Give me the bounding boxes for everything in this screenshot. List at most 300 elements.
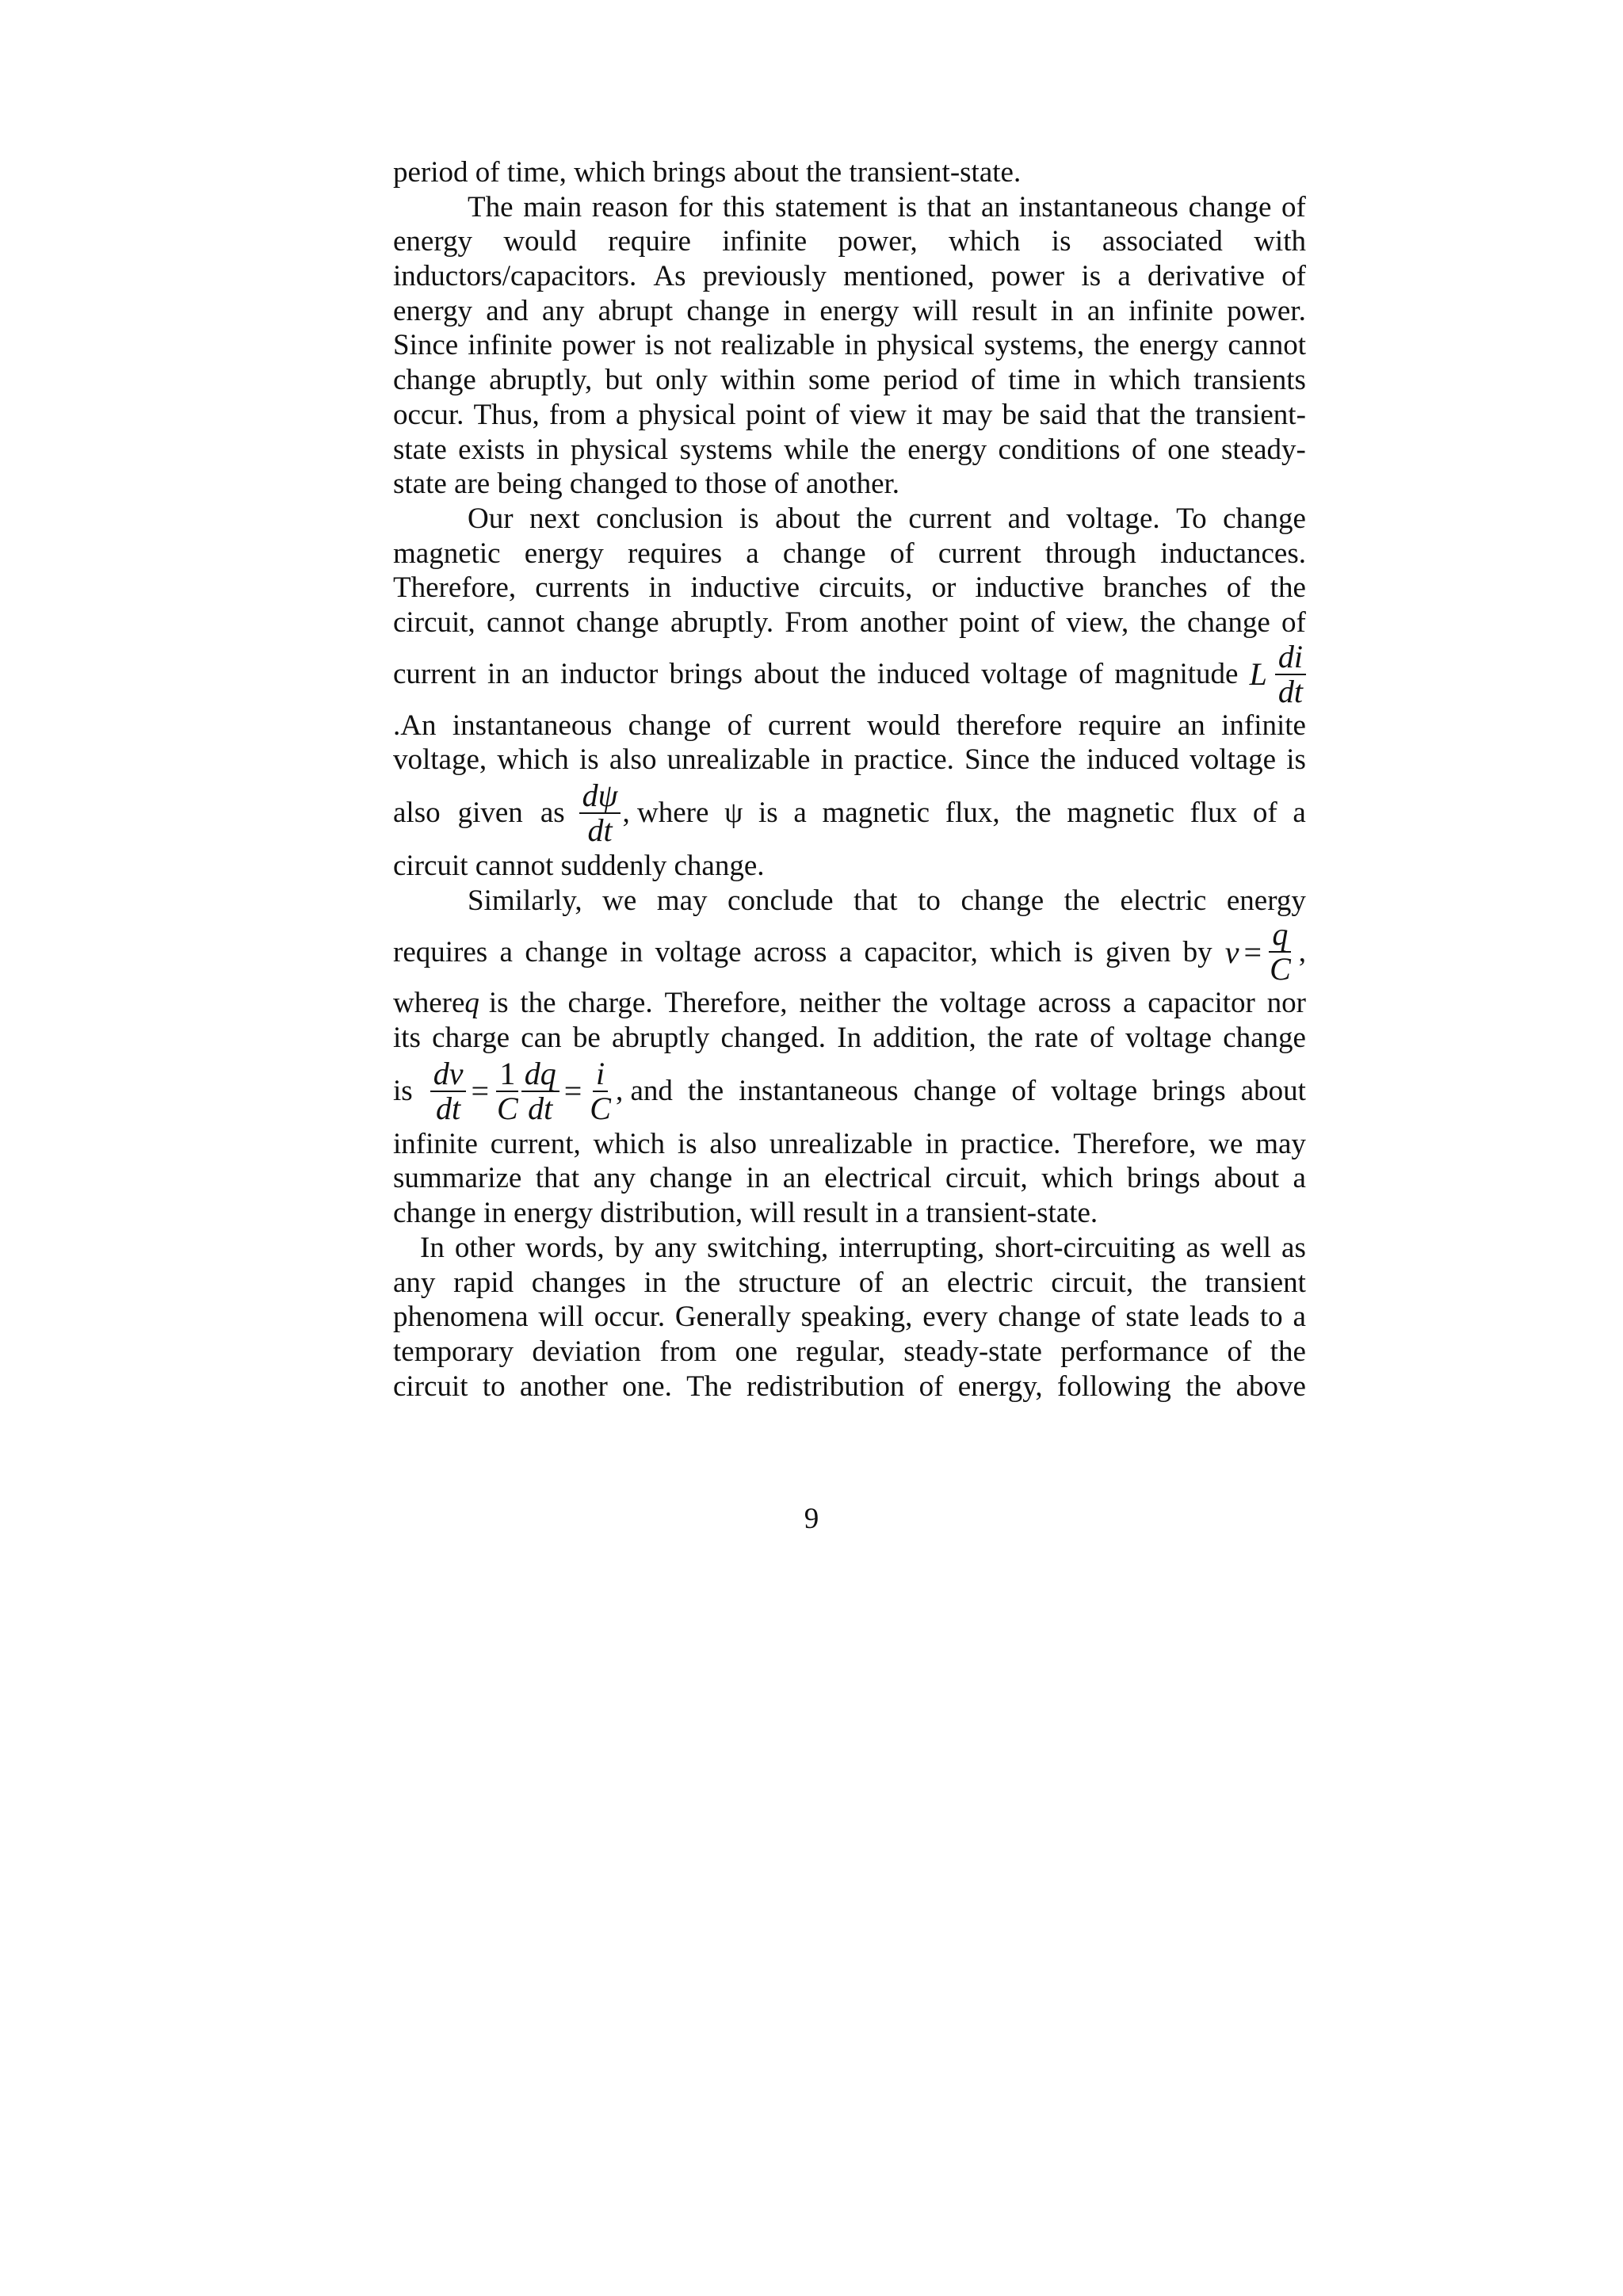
- word: Thus,: [473, 398, 540, 431]
- word: Since: [964, 743, 1030, 777]
- word: in: [783, 294, 807, 327]
- word: by: [1182, 935, 1212, 968]
- text-line: [393, 1196, 1306, 1231]
- text-line: [393, 259, 1306, 294]
- word: performance: [1060, 1335, 1209, 1368]
- word: power: [562, 329, 636, 362]
- word: the: [1064, 884, 1100, 917]
- word: from: [548, 398, 606, 431]
- word: any: [593, 1162, 636, 1195]
- text-line: [393, 294, 1306, 329]
- text-line: [393, 363, 1306, 398]
- text-line: [393, 606, 1306, 640]
- word: rate: [1034, 1022, 1079, 1055]
- word: of: [889, 537, 915, 570]
- word: requires: [393, 935, 488, 968]
- word: electrical: [824, 1162, 932, 1195]
- word: in: [844, 329, 868, 362]
- line-word: [393, 986, 464, 1021]
- word: require: [1078, 709, 1162, 742]
- text-line: [393, 328, 1306, 363]
- fraction-numerator: di: [1275, 640, 1306, 675]
- word: abruptly: [612, 1022, 710, 1055]
- word: and: [486, 294, 529, 327]
- word: an: [1086, 294, 1115, 327]
- word: steady-: [1221, 433, 1306, 466]
- word: energy: [524, 537, 604, 570]
- word: the: [1015, 797, 1052, 830]
- word: change: [913, 1074, 997, 1107]
- word: to: [918, 884, 941, 917]
- word: is: [579, 743, 599, 777]
- word: electric: [946, 1266, 1033, 1299]
- word: an: [901, 1266, 930, 1299]
- word: one.: [622, 1370, 672, 1403]
- word: the: [1140, 606, 1176, 639]
- word: steady-state: [903, 1335, 1042, 1368]
- word: may: [656, 884, 708, 917]
- word: the: [687, 1074, 724, 1107]
- word: may: [941, 398, 993, 431]
- equals-sign: =: [471, 1072, 490, 1109]
- document-page: [393, 155, 1306, 1404]
- word: also: [609, 743, 657, 777]
- word: current: [908, 502, 992, 535]
- word: of: [1226, 571, 1251, 605]
- di-dt-fraction: [1275, 640, 1306, 709]
- word: main: [523, 190, 582, 223]
- word: will: [912, 294, 959, 327]
- word: capacitor: [1148, 987, 1255, 1020]
- word: which: [949, 225, 1021, 258]
- inductor-voltage-formula: [1250, 640, 1306, 709]
- word: nor: [1266, 987, 1306, 1020]
- word: not: [674, 329, 712, 362]
- word: statement: [775, 190, 888, 223]
- word: we: [602, 884, 637, 917]
- word: ψ: [724, 797, 743, 830]
- word: change: [575, 606, 659, 639]
- word: flux,: [945, 797, 1000, 830]
- word: another: [519, 1370, 608, 1403]
- one-over-c-fraction: [494, 1057, 521, 1125]
- word: would: [867, 709, 941, 742]
- text-line-with-charge-symbol: [393, 986, 1306, 1021]
- word: systems,: [983, 329, 1085, 362]
- word: current: [393, 657, 476, 690]
- word: that: [854, 884, 898, 917]
- text-line-with-flux-formula: [393, 777, 1306, 849]
- text-line: [393, 709, 1306, 743]
- word: next: [529, 502, 580, 535]
- word: circuit,: [393, 606, 475, 639]
- word: brings: [1152, 1074, 1226, 1107]
- word: an: [521, 657, 549, 690]
- word: Our: [468, 502, 514, 535]
- word: therefore: [956, 709, 1063, 742]
- word: From: [785, 606, 849, 639]
- fraction-denominator: dt: [528, 1090, 553, 1126]
- word: branches: [1103, 571, 1208, 605]
- text-line: [393, 884, 1306, 919]
- word: a: [1122, 987, 1136, 1020]
- word: the: [1151, 1266, 1187, 1299]
- word: require: [608, 225, 691, 258]
- word: above: [1235, 1370, 1306, 1403]
- word: view: [849, 398, 907, 431]
- word: physical: [876, 329, 975, 362]
- line-words: [622, 796, 1306, 831]
- word: we: [1209, 1127, 1243, 1160]
- word: is: [644, 329, 665, 362]
- word: the: [987, 1022, 1024, 1055]
- word: rapid: [453, 1266, 514, 1299]
- word: physical: [638, 398, 736, 431]
- word: brings: [1127, 1162, 1201, 1195]
- word: for: [678, 190, 713, 223]
- word: conclusion: [596, 502, 724, 535]
- word: the: [1040, 743, 1076, 777]
- word: the: [860, 433, 896, 466]
- word: which: [1109, 364, 1181, 397]
- word: voltage,: [393, 743, 487, 777]
- voltage-rate-formula: [430, 1057, 614, 1125]
- word: a: [615, 398, 629, 431]
- word: reason: [591, 190, 669, 223]
- fraction-numerator: dψ: [579, 779, 621, 814]
- word: voltage: [939, 987, 1026, 1020]
- word: as: [540, 797, 565, 830]
- word: a: [499, 935, 513, 968]
- word: also: [393, 797, 441, 830]
- text-line: [393, 190, 1306, 225]
- word: circuits,: [819, 571, 913, 605]
- word: Therefore,: [393, 571, 517, 605]
- word: power: [991, 260, 1065, 293]
- word: structure: [738, 1266, 842, 1299]
- word: instantaneous: [739, 1074, 899, 1107]
- word: only: [655, 364, 708, 397]
- word: about: [775, 502, 841, 535]
- word: state are being changed to those of another.: [393, 468, 900, 501]
- word: abruptly,: [489, 364, 593, 397]
- word: Similarly,: [468, 884, 582, 917]
- fraction-numerator: i: [593, 1057, 608, 1092]
- word: will: [538, 1301, 584, 1334]
- word: of: [815, 398, 840, 431]
- q-over-c-fraction: [1266, 918, 1294, 986]
- word: change: [393, 364, 476, 397]
- word: current,: [490, 1127, 581, 1160]
- word: occur.: [594, 1301, 666, 1334]
- inductance-symbol: L: [1249, 655, 1267, 692]
- word: magnetic: [393, 537, 501, 570]
- word: short-circuiting: [995, 1231, 1176, 1264]
- word: about: [1240, 1074, 1306, 1107]
- word: is: [1051, 225, 1071, 258]
- word: , where: [622, 797, 709, 830]
- word: physical: [570, 433, 669, 466]
- word: of: [858, 1266, 884, 1299]
- word: while: [784, 433, 850, 466]
- word: To: [1176, 502, 1207, 535]
- word: which: [1041, 1162, 1113, 1195]
- word: point: [745, 398, 806, 431]
- word: the: [1149, 398, 1186, 431]
- word: leads: [1190, 1301, 1251, 1334]
- word: charge.: [567, 987, 653, 1020]
- word: as: [1186, 1231, 1211, 1264]
- word: point: [959, 606, 1020, 639]
- word: .An: [393, 709, 437, 742]
- word: voltage.: [1066, 502, 1160, 535]
- word: following: [1056, 1370, 1171, 1403]
- fraction-denominator: dt: [1277, 673, 1303, 709]
- word: circuit cannot suddenly change.: [393, 850, 765, 882]
- text-line: [393, 1266, 1306, 1301]
- word: unrealizable: [666, 743, 811, 777]
- text-line: [393, 1231, 1306, 1266]
- page-number: 9: [804, 1503, 819, 1535]
- word: The: [686, 1370, 732, 1403]
- word: cannot: [1228, 329, 1306, 362]
- word: In: [837, 1022, 862, 1055]
- equals-sign: =: [563, 1072, 582, 1109]
- word: in: [1073, 364, 1097, 397]
- word: of: [1252, 797, 1277, 830]
- word: given: [1106, 935, 1171, 968]
- word: of: [1030, 606, 1056, 639]
- word: where: [393, 987, 465, 1020]
- word: energy: [393, 294, 472, 327]
- word: voltage: [655, 935, 742, 968]
- word: change: [686, 294, 770, 327]
- fraction-numerator: 1: [496, 1057, 518, 1092]
- word: current: [938, 537, 1022, 570]
- word: in: [620, 935, 643, 968]
- word: a: [1293, 1162, 1306, 1195]
- word: regular,: [796, 1335, 885, 1368]
- text-line: [393, 849, 1306, 884]
- word: is: [488, 987, 509, 1020]
- word: magnitude: [1114, 657, 1239, 690]
- word: the: [1094, 329, 1130, 362]
- word: energy: [393, 225, 472, 258]
- word: practice.: [854, 743, 954, 777]
- word: other: [454, 1231, 515, 1264]
- word: abruptly.: [670, 606, 774, 639]
- word: a: [1117, 260, 1131, 293]
- text-line: [393, 155, 1306, 190]
- fraction-denominator: C: [590, 1090, 611, 1126]
- word: through: [1044, 537, 1136, 570]
- word: derivative: [1147, 260, 1265, 293]
- word: of: [727, 709, 752, 742]
- capacitor-voltage-formula: [1225, 918, 1306, 986]
- word: of: [1281, 190, 1306, 223]
- fraction-denominator: C: [1270, 951, 1291, 988]
- word: systems: [679, 433, 773, 466]
- word: change: [1223, 502, 1306, 535]
- fraction-numerator: dv: [430, 1057, 467, 1092]
- word: in: [536, 433, 559, 466]
- word: energy: [1226, 884, 1306, 917]
- word: time: [1008, 364, 1061, 397]
- word: the: [1270, 571, 1306, 605]
- text-line: [393, 1335, 1306, 1370]
- word: of: [1281, 606, 1306, 639]
- dq-dt-fraction: [521, 1057, 559, 1125]
- word: or: [931, 571, 957, 605]
- text-line-with-capacitor-formula: [393, 918, 1306, 986]
- word: currents: [535, 571, 630, 605]
- word: can: [521, 1022, 562, 1055]
- word: associated: [1102, 225, 1223, 258]
- word: occur.: [393, 398, 464, 431]
- word: the: [892, 987, 929, 1020]
- word: previously: [702, 260, 827, 293]
- word: circuit,: [945, 1162, 1028, 1195]
- word: capacitor,: [864, 935, 978, 968]
- word: charge: [432, 1022, 510, 1055]
- fraction-denominator: C: [497, 1090, 518, 1126]
- word: energy: [1139, 329, 1219, 362]
- word: one: [1167, 433, 1210, 466]
- text-line: [393, 398, 1306, 433]
- word: change: [1223, 1022, 1306, 1055]
- word: that: [535, 1162, 580, 1195]
- word: that: [1096, 398, 1140, 431]
- text-line: [393, 1300, 1306, 1335]
- word: voltage: [981, 657, 1068, 690]
- word: the: [684, 1266, 721, 1299]
- word: the: [1186, 1370, 1222, 1403]
- word: requires: [627, 537, 723, 570]
- word: infinite: [1128, 294, 1213, 327]
- word: that: [926, 190, 972, 223]
- word: electric: [1120, 884, 1207, 917]
- word: inductors/capacitors.: [393, 260, 637, 293]
- word: one: [735, 1335, 778, 1368]
- word: of: [1011, 1074, 1037, 1107]
- text-line: [393, 537, 1306, 571]
- word: instantaneous: [1018, 190, 1178, 223]
- word: by: [614, 1231, 644, 1264]
- text-line: [393, 1021, 1306, 1056]
- word: change: [1187, 606, 1270, 639]
- word: magnetic: [1067, 797, 1174, 830]
- word: given: [457, 797, 523, 830]
- word: interrupting,: [838, 1231, 985, 1264]
- word: realizable: [720, 329, 835, 362]
- word: is: [1081, 260, 1102, 293]
- text-line: [393, 502, 1306, 537]
- word: deviation: [532, 1335, 642, 1368]
- dv-dt-fraction: [430, 1057, 467, 1125]
- word: infinite: [722, 225, 808, 258]
- word: an: [782, 1162, 811, 1195]
- word: is: [897, 190, 918, 223]
- word: to: [1259, 1301, 1283, 1334]
- line-word: [393, 1074, 413, 1109]
- text-line: [393, 1370, 1306, 1404]
- word: of: [1281, 260, 1306, 293]
- word: induced: [876, 657, 971, 690]
- word: is: [393, 1074, 413, 1107]
- word: about: [1213, 1162, 1280, 1195]
- word: a: [793, 797, 807, 830]
- word: a: [1293, 797, 1306, 830]
- word: in: [746, 1162, 769, 1195]
- voltage-symbol: v: [1224, 934, 1239, 970]
- text-line: [393, 467, 1306, 502]
- line-words: [393, 935, 1212, 970]
- word: a: [1293, 1301, 1306, 1334]
- word: change: [998, 1301, 1081, 1334]
- word: inductive: [975, 571, 1085, 605]
- word: conclude: [727, 884, 834, 917]
- word: result: [972, 294, 1037, 327]
- word: of: [1227, 1335, 1252, 1368]
- word: voltage: [1125, 1022, 1212, 1055]
- word: , and: [615, 1074, 673, 1107]
- word: addition,: [873, 1022, 976, 1055]
- word: any: [393, 1266, 436, 1299]
- word: circuit,: [1051, 1266, 1134, 1299]
- equals-sign: =: [1243, 934, 1262, 970]
- word: Since: [393, 329, 459, 362]
- word: also: [709, 1127, 758, 1160]
- word: the: [856, 502, 892, 535]
- word: it: [916, 398, 933, 431]
- text-line: [393, 743, 1306, 777]
- text-line-with-inductor-formula: [393, 640, 1306, 709]
- word: which: [497, 743, 569, 777]
- word: energy,: [957, 1370, 1043, 1403]
- word: voltage: [1051, 1074, 1138, 1107]
- word: transient-: [1195, 398, 1306, 431]
- word: induced: [1086, 743, 1179, 777]
- word: abrupt: [598, 294, 674, 327]
- formula-comma: ,: [1298, 935, 1306, 968]
- word: neither: [799, 987, 881, 1020]
- fraction-denominator: dt: [436, 1090, 461, 1126]
- word: would: [503, 225, 577, 258]
- word: but: [605, 364, 643, 397]
- word: change: [782, 537, 866, 570]
- word: across: [753, 935, 827, 968]
- word: any: [541, 294, 585, 327]
- word: some: [808, 364, 871, 397]
- word: change: [960, 884, 1044, 917]
- fraction-numerator: dq: [521, 1057, 559, 1092]
- word: is: [739, 502, 759, 535]
- word: which: [593, 1127, 666, 1160]
- word: transient: [1205, 1266, 1306, 1299]
- word: change: [525, 935, 609, 968]
- word: the: [520, 987, 556, 1020]
- line-words: [616, 1074, 1306, 1109]
- word: instantaneous: [452, 709, 613, 742]
- text-line: [393, 571, 1306, 606]
- word: may: [1255, 1127, 1306, 1160]
- text-line: [393, 433, 1306, 468]
- word: be: [1002, 398, 1030, 431]
- word: another: [859, 606, 948, 639]
- word: changed.: [720, 1022, 827, 1055]
- word: temporary: [393, 1335, 514, 1368]
- word: view,: [1066, 606, 1129, 639]
